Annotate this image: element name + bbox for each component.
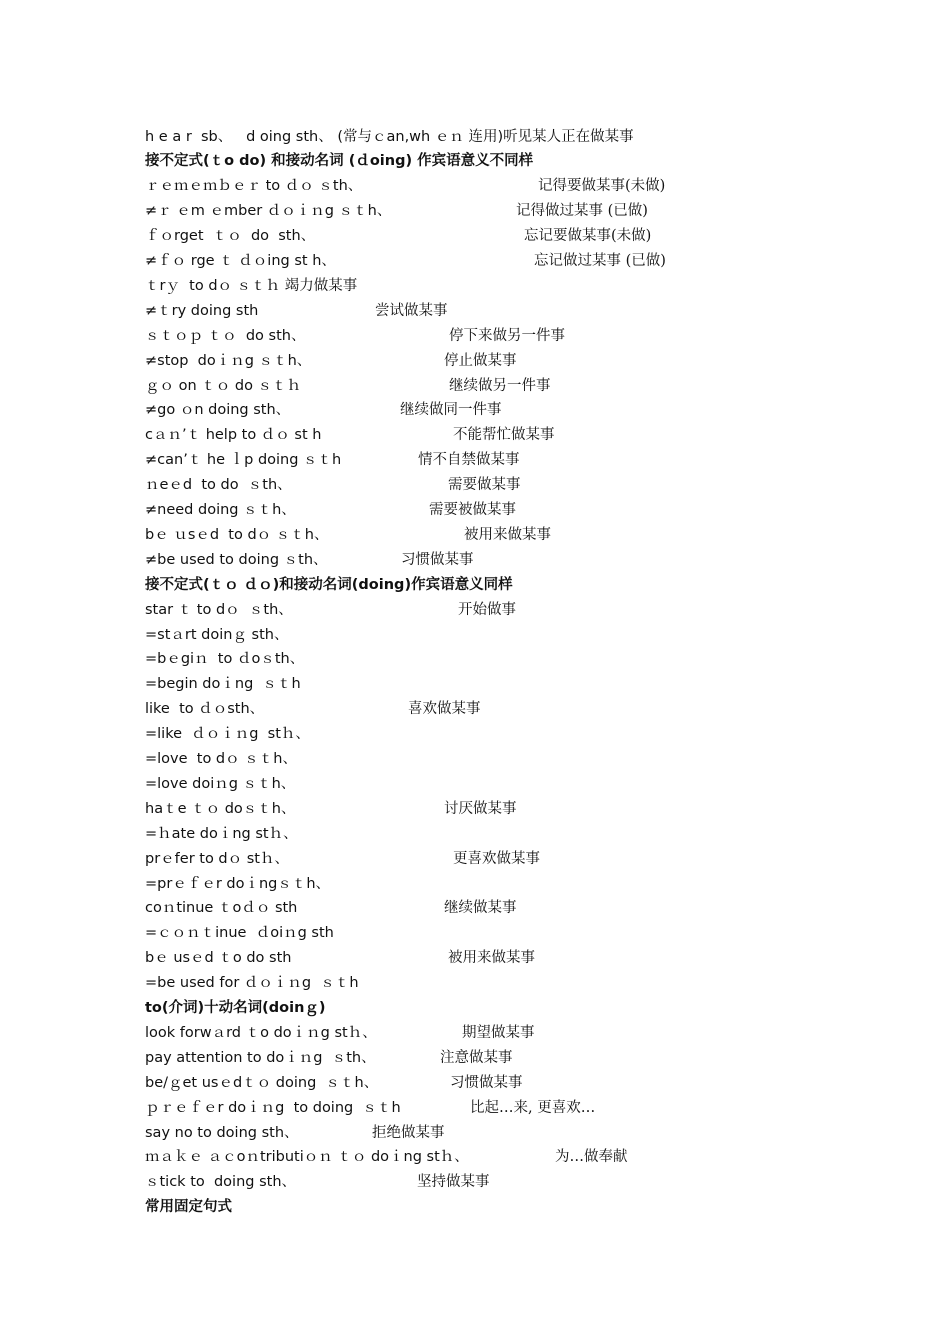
phrase-text: =ｃｏｎｔinue ｄoiｎg sth	[145, 925, 334, 942]
phrase-text: ｍａｋｅ ａｃoｎtributiｏｎ ｔｏ doｉng stｈ、	[145, 1149, 469, 1166]
phrase-text: ｓtick to doing sth、	[145, 1174, 297, 1191]
phrase-meaning: 停止做某事	[444, 352, 517, 369]
section-heading	[145, 573, 905, 598]
phrase-text: =begin doｉng ｓｔh	[145, 676, 301, 693]
phrase-text: =stａrt doinｇ sth、	[145, 626, 289, 643]
phrase-line	[145, 349, 905, 374]
phrase-text: =love doiｎg ｓｔh、	[145, 775, 296, 792]
phrase-line	[145, 423, 905, 448]
phrase-line	[145, 598, 905, 623]
phrase-line	[145, 398, 905, 423]
phrase-text: ≠ｆｏ rge ｔ ｄｏing st h、	[145, 253, 336, 269]
phrase-line	[145, 1170, 905, 1195]
phrase-text: h e a r sb、 d oing sth、 (常与ｃan,wh ｅｎ 连用)听见某人正在做某事	[145, 128, 634, 145]
phrase-meaning: 喜欢做某事	[408, 701, 481, 718]
phrase-line	[145, 299, 905, 324]
phrase-line	[145, 274, 905, 299]
phrase-text: ≠go ｏn doing sth、	[145, 402, 291, 419]
phrase-line	[145, 1046, 905, 1071]
phrase-text: =ｈate doｉng stｈ、	[145, 825, 298, 842]
phrase-line	[145, 224, 905, 249]
phrase-text: =love to dｏ ｓｔh、	[145, 751, 297, 767]
phrase-line	[145, 1121, 905, 1146]
phrase-line	[145, 647, 905, 672]
phrase-line	[145, 896, 905, 921]
phrase-text: cａｎ’ｔ help to ｄｏ st h	[145, 427, 322, 444]
phrase-line	[145, 822, 905, 847]
phrase-text: =bｅgiｎ to ｄoｓth、	[145, 651, 305, 668]
phrase-text: ｐｒｅｆｅr doｉｎg to doing ｓｔh	[145, 1099, 401, 1116]
phrase-line	[145, 971, 905, 996]
phrase-text: pay attention to doｉｎg ｓth、	[145, 1049, 376, 1066]
phrase-text: coｎtinue ｔoｄｏ sth	[145, 900, 298, 917]
phrase-line	[145, 921, 905, 946]
phrase-text: ≠need doing ｓｔh、	[145, 502, 296, 518]
phrase-line	[145, 797, 905, 822]
phrase-line	[145, 747, 905, 772]
phrase-text: bｅ usｅd ｔo do sth	[145, 950, 292, 967]
phrase-meaning: 被用来做某事	[448, 950, 535, 967]
phrase-meaning: 被用来做某事	[464, 526, 551, 543]
phrase-text: ｔrｙ to dｏ ｓｔｈ 竭力做某事	[145, 277, 358, 294]
phrase-text: be/ｇet usｅdｔｏ doing ｓｔh、	[145, 1074, 379, 1091]
phrase-line	[145, 498, 905, 523]
section-heading	[145, 1195, 905, 1220]
phrase-meaning: 忘记做过某事 (已做)	[534, 253, 666, 269]
phrase-line	[145, 448, 905, 473]
phrase-meaning: 开始做事	[458, 601, 516, 618]
phrase-line	[145, 1021, 905, 1046]
phrase-line	[145, 722, 905, 747]
phrase-line	[145, 872, 905, 897]
phrase-text: star ｔ to dｏ ｓth、	[145, 601, 293, 618]
phrase-text: to(介词)十动名词(doinｇ)	[145, 1000, 326, 1016]
phrase-meaning: 为…做奉献	[555, 1149, 628, 1166]
phrase-text: 接不定式(ｔｏ ｄｏ)和接动名词(doing)作宾语意义同样	[145, 576, 513, 593]
phrase-line	[145, 523, 905, 548]
phrase-text: haｔe ｔｏ doｓｔh、	[145, 800, 296, 817]
phrase-line	[145, 324, 905, 349]
phrase-meaning: 继续做另一件事	[449, 377, 551, 394]
phrase-text: ｒｅｍｅｍｂｅｒ to ｄｏ ｓth、	[145, 178, 363, 195]
phrase-line	[145, 1071, 905, 1096]
phrase-meaning: 停下来做另一件事	[449, 327, 565, 344]
phrase-line	[145, 548, 905, 573]
phrase-meaning: 继续做同一件事	[400, 402, 502, 419]
phrase-text: ≠stop doｉｎg ｓｔh、	[145, 352, 312, 369]
phrase-text: ≠ｒ ｅm ｅmber ｄｏｉｎg ｓｔh、	[145, 203, 392, 220]
phrase-line	[145, 199, 905, 224]
phrase-line	[145, 697, 905, 722]
phrase-line	[145, 473, 905, 498]
phrase-meaning: 忘记要做某事(未做)	[524, 228, 652, 245]
phrase-text: ≠can’ｔ he ｌp doing ｓｔh	[145, 452, 342, 469]
phrase-text: bｅ ｕsｅd to dｏ ｓｔh、	[145, 526, 329, 543]
phrase-meaning: 记得要做某事(未做)	[538, 178, 666, 195]
phrase-meaning: 注意做某事	[440, 1049, 513, 1066]
phrase-meaning: 继续做某事	[444, 900, 517, 917]
phrase-line	[145, 249, 905, 274]
phrase-line	[145, 623, 905, 648]
phrase-text: 接不定式(ｔo do) 和接动名词 (ｄoing) 作宾语意义不同样	[145, 153, 534, 170]
phrase-text: ｆｏrget ｔｏ do sth、	[145, 228, 316, 245]
phrase-text: ｎeｅd to do ｓth、	[145, 477, 292, 494]
phrase-meaning: 需要被做某事	[429, 502, 516, 518]
phrase-meaning: 情不自禁做某事	[418, 452, 520, 469]
phrase-meaning: 习惯做某事	[450, 1074, 523, 1091]
phrase-line	[145, 374, 905, 399]
phrase-meaning: 比起…来, 更喜欢…	[470, 1099, 596, 1116]
phrase-line	[145, 672, 905, 697]
section-heading	[145, 149, 905, 174]
phrase-meaning: 期望做某事	[462, 1024, 535, 1041]
phrase-line	[145, 174, 905, 199]
phrase-text: ≠be used to doing ｓth、	[145, 551, 328, 568]
section-heading	[145, 996, 905, 1021]
phrase-text: =be used for ｄｏｉｎg ｓｔh	[145, 975, 359, 992]
phrase-meaning: 更喜欢做某事	[453, 850, 540, 867]
phrase-meaning: 记得做过某事 (已做)	[516, 203, 648, 220]
phrase-meaning: 尝试做某事	[375, 302, 448, 319]
phrase-meaning: 不能帮忙做某事	[453, 427, 555, 444]
phrase-line	[145, 1096, 905, 1121]
phrase-text: ｇｏ on ｔｏ do ｓｔｈ	[145, 377, 302, 394]
phrase-text: say no to doing sth、	[145, 1124, 299, 1141]
phrase-meaning: 习惯做某事	[401, 551, 474, 568]
phrase-line	[145, 946, 905, 971]
phrase-text: =prｅｆｅr doｉngｓｔh、	[145, 875, 331, 892]
phrase-text: like to ｄｏsth、	[145, 701, 265, 718]
phrase-text: ｓｔｏｐ ｔｏ do sth、	[145, 327, 306, 344]
phrase-meaning: 需要做某事	[448, 477, 521, 494]
phrase-text: ≠ｔry doing sth	[145, 302, 259, 319]
phrase-text: prｅfer to dｏ stｈ、	[145, 850, 289, 867]
phrase-line	[145, 125, 905, 150]
phrase-meaning: 拒绝做某事	[372, 1124, 445, 1141]
phrase-line	[145, 772, 905, 797]
phrase-line	[145, 847, 905, 872]
phrase-line	[145, 1145, 905, 1170]
phrase-meaning: 坚持做某事	[417, 1174, 490, 1191]
phrase-text: 常用固定句式	[145, 1199, 232, 1216]
phrase-text: =like ｄｏｉｎg stｈ、	[145, 726, 310, 743]
phrase-text: look forwａrd ｔo doｉｎg stｈ、	[145, 1024, 377, 1041]
phrase-meaning: 讨厌做某事	[444, 800, 517, 817]
